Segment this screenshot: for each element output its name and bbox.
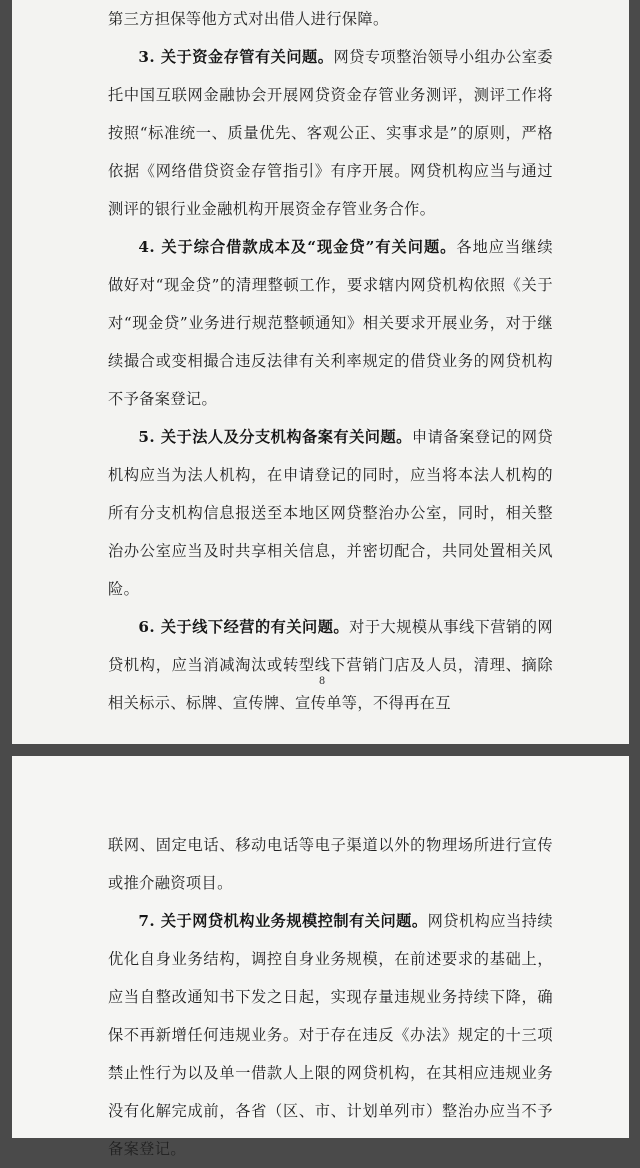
section-4-heading: 4. 关于综合借款成本及“现金贷”有关问题。: [138, 238, 457, 256]
document-page-9: [12, 756, 629, 1158]
page-9-text: [108, 826, 553, 1168]
section-6-body: 对于大规模从事线下营销的网贷机构，应当消减淘汰或转型线下营销门店及人员，清理、摘除相关标示、标牌、宣传牌、宣传单等，不得再在互: [108, 618, 553, 712]
section-5-paragraph: [108, 418, 553, 608]
opening-line: 第三方担保等他方式对出借人进行保障。: [108, 10, 389, 28]
page-number: 8: [318, 676, 326, 687]
section-3-paragraph: [108, 38, 553, 228]
section-7-heading: 7. 关于网贷机构业务规模控制有关问题。: [138, 912, 428, 930]
continuation-paragraph: 联网、固定电话、移动电话等电子渠道以外的物理场所进行宣传或推介融资项目。: [108, 836, 553, 892]
section-5-body: 申请备案登记的网贷机构应当为法人机构，在申请登记的同时，应当将本法人机构的所有分支机构信息报送至本地区网贷整治办公室，同时，相关整治办公室应当及时共享相关信息，并密切配合，共同处置相关风险。: [108, 428, 553, 598]
section-7-body: 网贷机构应当持续优化自身业务结构，调控自身业务规模，在前述要求的基础上，应当自整改通知书下发之日起，实现存量违规业务持续下降，确保不再新增任何违规业务。对于存在违反《办法》规定的十三项禁止性行为以及单一借款人上限的网贷机构，在其相应违规业务没有化解完成前，各省（区、市、计划单列市）整治办应当不予备案登记。: [108, 912, 553, 1158]
section-4-paragraph: [108, 228, 553, 418]
section-3-body: 网贷专项整治领导小组办公室委托中国互联网金融协会开展网贷资金存管业务测评，测评工作将按照“标准统一、质量优先、客观公正、实事求是”的原则，严格依据《网络借贷资金存管指引》有序开展。网贷机构应当与通过测评的银行业金融机构开展资金存管业务合作。: [108, 48, 553, 218]
section-5-heading: 5. 关于法人及分支机构备案有关问题。: [138, 428, 412, 446]
section-3-heading: 3. 关于资金存管有关问题。: [138, 48, 334, 66]
document-page-8: [12, 0, 629, 744]
page-8-text: [108, 0, 553, 722]
section-6-paragraph: [108, 608, 553, 722]
section-4-body: 各地应当继续做好对“现金贷”的清理整顿工作，要求辖内网贷机构依照《关于对“现金贷”业务进行规范整顿通知》相关要求开展业务，对于继续撮合或变相撮合违反法律有关利率规定的借贷业务的网贷机构不予备案登记。: [108, 238, 553, 408]
section-6-heading: 6. 关于线下经营的有关问题。: [138, 618, 350, 636]
section-7-paragraph: [108, 902, 553, 1168]
